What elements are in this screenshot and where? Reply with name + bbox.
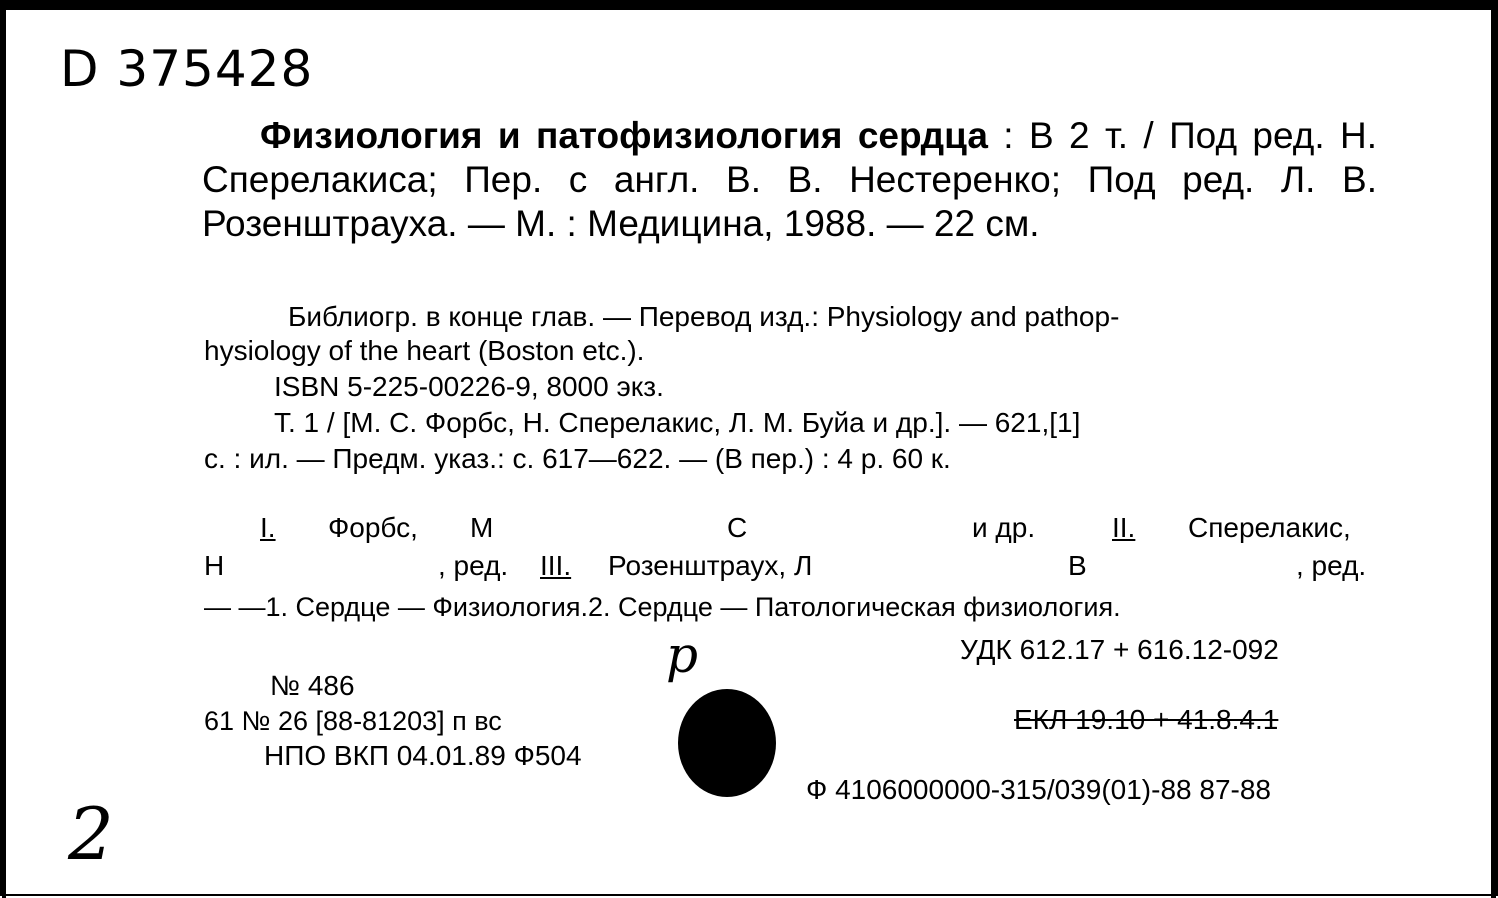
isbn-line: ISBN 5-225-00226-9, 8000 экз.	[274, 371, 664, 402]
tracing-3-num: III.	[540, 550, 572, 581]
tracing-3-name: Розенштраух, Л	[608, 550, 813, 581]
tracing-3-initial-v: В	[1068, 550, 1087, 581]
tracing-2-initial-n: Н	[204, 550, 225, 581]
left-border	[2, 2, 6, 898]
note-line-1: Библиогр. в конце глав. — Перевод изд.: Physiology and pathop-	[288, 301, 1120, 332]
f-code: Ф 4106000000-315/039(01)-88 87-88	[806, 774, 1271, 805]
title-rest: : В 2 т. / Под ред. Н. Сперелакиса; Пер. с англ. В. В. Нестеренко; Под ред. Л. В. Розенштрауха. — М. : Медицина, 1988. — 22 см.	[202, 115, 1377, 244]
order-line: 61 № 26 [88-81203] п вс	[204, 706, 502, 736]
tracing-1-num: I.	[260, 512, 276, 543]
tracing-1-name: Форбс,	[328, 512, 418, 543]
right-border	[1491, 2, 1496, 898]
card-code: D 375428	[60, 40, 314, 98]
title-block	[202, 114, 1377, 246]
tracing-2-name: Сперелакис,	[1188, 512, 1351, 543]
tracing-1-initial-s: С	[727, 512, 748, 543]
ekl-code: ЕКЛ 19.10 + 41.8.4.1	[1014, 704, 1279, 735]
tracing-3-role: , ред.	[1296, 550, 1367, 581]
punch-hole	[678, 689, 776, 797]
note-line-2: hysiology of the heart (Boston etc.).	[204, 335, 645, 366]
subject-headings: — —1. Сердце — Физиология.2. Сердце — Патологическая физиология.	[204, 592, 1121, 622]
npo-line: НПО ВКП 04.01.89 Ф504	[264, 740, 582, 771]
handwritten-2: 2	[68, 792, 114, 876]
top-border	[2, 2, 1498, 10]
pages-line: с. : ил. — Предм. указ.: с. 617—622. — (В пер.) : 4 р. 60 к.	[204, 443, 951, 474]
tracing-1-etal: и др.	[972, 512, 1036, 543]
tracing-2-num: II.	[1112, 512, 1136, 543]
tracing-1-initial-m: М	[470, 512, 494, 543]
handwritten-p: р	[666, 626, 699, 684]
volume-line: Т. 1 / [М. С. Форбс, Н. Сперелакис, Л. М. Буйа и др.]. — 621,[1]	[274, 407, 1081, 438]
card-number: № 486	[270, 670, 355, 701]
tracing-2-role: , ред.	[438, 550, 509, 581]
udk-code: УДК 612.17 + 616.12-092	[960, 634, 1279, 665]
title-bold: Физиология и патофизиология сердца	[260, 115, 988, 156]
